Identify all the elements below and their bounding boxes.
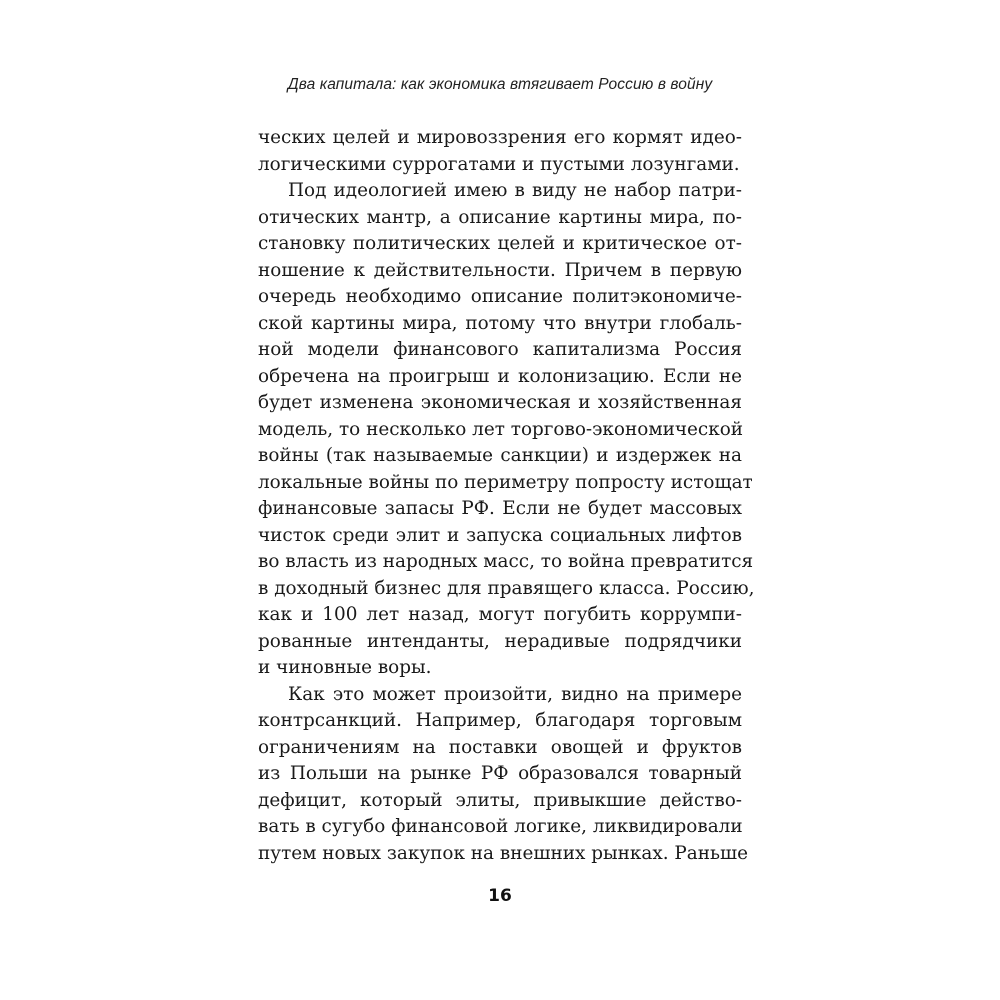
text-line: ношение к действительности. Причем в первую: [258, 259, 742, 281]
text-line: логическими суррогатами и пустыми лозунгами.: [258, 153, 740, 175]
text-line: отических мантр, а описание картины мира, по-: [258, 206, 742, 228]
text-line: очередь необходимо описание политэкономиче-: [258, 286, 742, 307]
text-line: вать в сугубо финансовой логике, ликвидировали: [258, 816, 743, 837]
text-line: чисток среди элит и запуска социальных лифтов: [258, 524, 742, 546]
text-line: Как это может произойти, видно на примере: [288, 683, 742, 705]
text-line: локальные войны по периметру попросту истощат: [258, 471, 753, 493]
text-line: из Польши на рынке РФ образовался товарный: [258, 763, 742, 784]
text-line: рованные интенданты, нерадивые подрядчики: [258, 630, 742, 652]
text-line: контрсанкций. Например, благодаря торговым: [258, 710, 742, 731]
text-line: становку политических целей и критическое от-: [258, 233, 742, 254]
text-line: войны (так называемые санкции) и издержек на: [258, 445, 742, 466]
text-line: как и 100 лет назад, могут погубить коррумпи-: [258, 604, 742, 625]
text-line: Под идеологией имею в виду не набор патри-: [288, 180, 742, 201]
text-line: ограничениям на поставки овощей и фруктов: [258, 736, 742, 758]
text-line: ческих целей и мировоззрения его кормят идео-: [258, 127, 742, 148]
body-text: [258, 125, 755, 867]
text-line: путем новых закупок на внешних рынках. Раньше: [258, 842, 748, 864]
text-line: ской картины мира, потому что внутри глобаль-: [258, 312, 742, 334]
page-number: 16: [488, 886, 512, 906]
text-line: модель, то несколько лет торгово-экономической: [258, 418, 744, 440]
text-line: финансовые запасы РФ. Если не будет массовых: [258, 498, 742, 519]
running-head: Два капитала: как экономика втягивает Россию в войну: [287, 76, 713, 93]
text-line: дефицит, который элиты, привыкшие действо-: [258, 789, 742, 811]
text-line: обречена на проигрыш и колонизацию. Если не: [258, 365, 742, 387]
text-line: в доходный бизнес для правящего класса. Россию,: [258, 577, 755, 599]
text-line: во власть из народных масс, то война превратится: [258, 551, 754, 572]
text-line: будет изменена экономическая и хозяйственная: [258, 392, 742, 413]
text-line: и чиновные воры.: [258, 657, 432, 678]
text-line: ной модели финансового капитализма Россия: [258, 339, 742, 360]
